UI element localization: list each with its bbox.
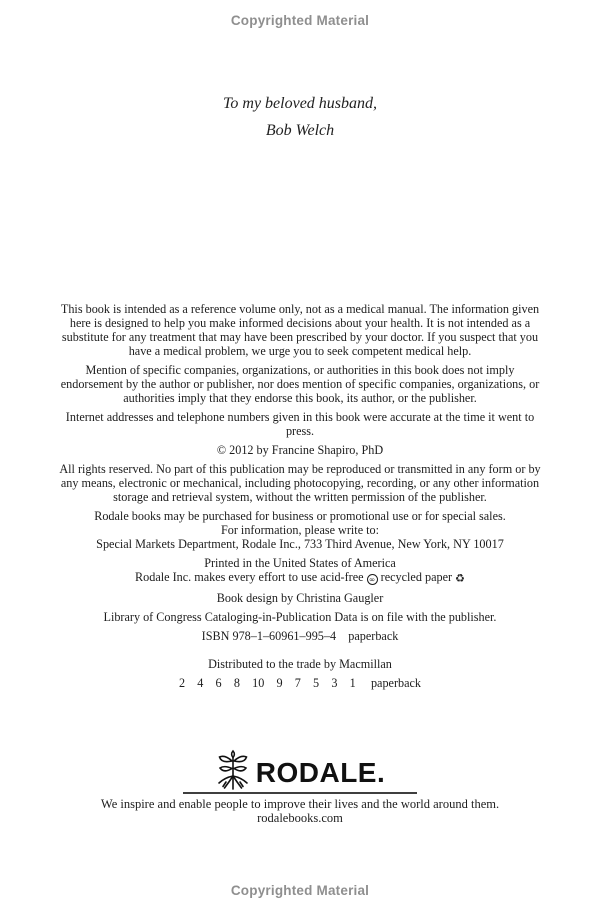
publisher-tagline-block: [40, 798, 560, 826]
paper-note-line: [58, 570, 542, 586]
copyrighted-material-bottom: Copyrighted Material: [230, 883, 370, 898]
book-design-line: Book design by Christina Gaugler: [216, 591, 384, 605]
dedication-line-2: Bob Welch: [265, 122, 335, 139]
printing-paragraph: [58, 556, 542, 586]
copyrighted-material-top: Copyrighted Material: [230, 13, 370, 28]
loc-line: Library of Congress Cataloging-in-Publication Data is on file with the publisher.: [103, 610, 497, 624]
special-sales-line-3: Special Markets Department, Rodale Inc., 733 Third Avenue, New York, NY 10017: [96, 537, 504, 551]
paper-note-middle: recycled paper: [380, 570, 453, 584]
paper-note-prefix: Rodale Inc. makes every effort to use acid-free: [135, 570, 364, 584]
rodale-sprout-icon: [215, 749, 251, 796]
isbn-line: ISBN 978–1–60961–995–4 paperback: [201, 629, 399, 643]
logo-divider-rule: [183, 792, 417, 794]
copyright-line: © 2012 by Francine Shapiro, PhD: [216, 443, 384, 457]
medical-disclaimer-paragraph: This book is intended as a reference volume only, not as a medical manual. The information given here is designed to help you make informed decisions about your health. It is not intended as a substitute for any treatment that may have been prescribed by your doctor. If you suspect that you have a medical problem, we urge you to seek competent medical help.: [60, 302, 540, 358]
special-sales-line-1: Rodale books may be purchased for business or promotional use or for special sales.: [94, 509, 506, 523]
rights-reserved-paragraph: All rights reserved. No part of this publication may be reproduced or transmitted in any form or by any means, electronic or mechanical, including photocopying, recording, or any other information storage and retrieval system, without the written permission of the publisher.: [59, 462, 541, 504]
acid-free-icon: [367, 574, 378, 585]
rodale-wordmark: RODALE.: [255, 756, 386, 788]
tagline-line: We inspire and enable people to improve their lives and the world around them.: [100, 797, 500, 811]
legal-block: [58, 302, 542, 695]
recycled-icon: ♻: [455, 572, 465, 585]
acid-free-glyph: ∞: [368, 575, 376, 584]
special-sales-line-2: For information, please write to:: [220, 523, 380, 537]
dedication: [0, 90, 600, 144]
special-sales-paragraph: [58, 509, 542, 551]
accuracy-note-paragraph: Internet addresses and telephone numbers given in this book were accurate at the time it went to press.: [65, 410, 535, 438]
distribution-line: Distributed to the trade by Macmillan: [208, 657, 392, 671]
website-line: rodalebooks.com: [257, 810, 343, 825]
print-run-line: 2 4 6 8 10 9 7 5 3 1 paperback: [178, 676, 422, 690]
printed-line: Printed in the United States of America: [204, 556, 396, 570]
dedication-line-1: To my beloved husband,: [222, 95, 378, 112]
endorsement-disclaimer-paragraph: Mention of specific companies, organizations, or authorities in this book does not imply endorsement by the author or publisher, nor does mention of specific companies, organizations, or authorities imply that they endorse this book, its author, or the publisher.: [60, 363, 540, 405]
rodale-logo: [0, 749, 600, 796]
